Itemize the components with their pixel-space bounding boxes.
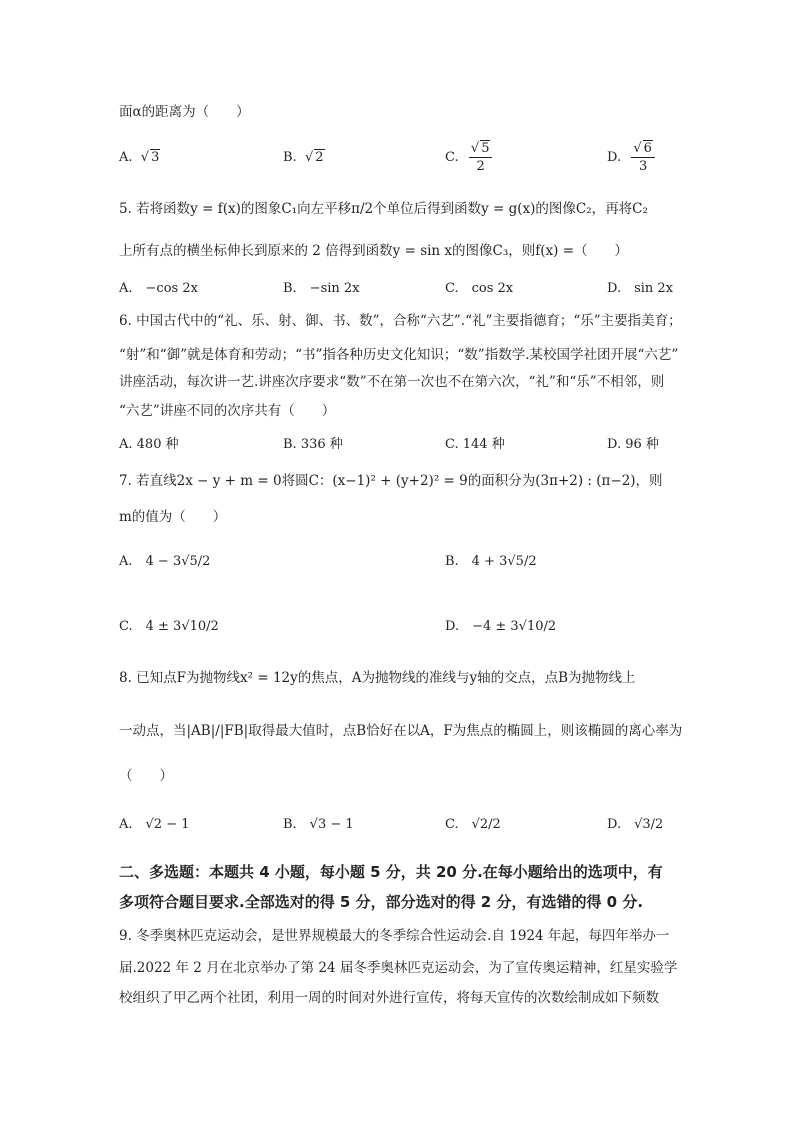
q7-option-a: A. 4 − 3√5/2 xyxy=(119,554,211,569)
q4-option-d: D. $\frac{√ 6}{3}$ xyxy=(607,140,657,175)
q8-line-3: （ ） xyxy=(119,768,173,784)
section-2-heading-line-1: 二、多选题：本题共 4 小题，每小题 5 分，共 20 分.在每小题给出的选项中，有 xyxy=(119,863,663,881)
q8-option-c: C. √2/2 xyxy=(445,817,501,832)
q4-option-b: B. √ 2 xyxy=(283,150,324,165)
q6-option-b: B. 336 种 xyxy=(283,437,343,452)
section-2-heading-line-2: 多项符合题目要求.全部选对的得 5 分，部分选对的得 2 分，有选错的得 0 分. xyxy=(119,893,644,911)
q5-option-a: A. −cos 2x xyxy=(119,281,198,296)
q4-stem-tail: 面α的距离为（ ） xyxy=(119,104,250,120)
q8-line-1: 8. 已知点F为抛物线x² = 12y的焦点，A为抛物线的准线与y轴的交点，点B为抛物线上 xyxy=(119,670,636,686)
q6-line-4: “六艺”讲座不同的次序共有（ ） xyxy=(119,403,336,419)
q8-option-b: B. √3 − 1 xyxy=(283,817,354,832)
q5-option-d: D. sin 2x xyxy=(607,281,674,296)
q5-line-2: 上所有点的横坐标伸长到原来的 2 倍得到函数y = sin x的图像C₃，则f(x) =（ ） xyxy=(119,243,629,259)
q9-line-3: 校组织了甲乙两个社团，利用一周的时间对外进行宣传，将每天宣传的次数绘制成如下频数 xyxy=(119,990,659,1006)
q6-line-1: 6. 中国古代中的“礼、乐、射、御、书、数”，合称“六艺”.“礼”主要指德育；“乐”主要指美育； xyxy=(119,313,682,329)
q8-option-d: D. √3/2 xyxy=(607,817,664,832)
q7-option-d: D. −4 ± 3√10/2 xyxy=(445,619,557,634)
q4-option-c: C. $\frac{√ 5}{2}$ xyxy=(445,140,494,175)
q6-option-c: C. 144 种 xyxy=(445,437,505,452)
q9-line-2: 届.2022 年 2 月在北京举办了第 24 届冬季奥林匹克运动会，为了宣传奥运精神，红星实验学 xyxy=(119,960,678,976)
q5-option-b: B. −sin 2x xyxy=(283,281,360,296)
q8-line-2: 一动点，当|AB|/|FB|取得最大值时，点B恰好在以A，F为焦点的椭圆上，则该椭圆的离心率为 xyxy=(119,723,683,739)
q6-option-a: A. 480 种 xyxy=(119,437,179,452)
q6-line-2: “射”和“御”就是体育和劳动；“书”指各种历史文化知识；“数”指数学.某校国学社团开展“六艺” xyxy=(119,347,679,363)
q6-option-d: D. 96 种 xyxy=(607,437,659,452)
q8-option-a: A. √2 − 1 xyxy=(119,817,190,832)
q7-line-1: 7. 若直线2x − y + m = 0将圆C：(x−1)² + (y+2)² = 9的面积分为(3π+2) : (π−2)，则 xyxy=(119,473,663,489)
q7-option-b: B. 4 + 3√5/2 xyxy=(445,554,537,569)
q9-line-1: 9. 冬季奥林匹克运动会，是世界规模最大的冬季综合性运动会.自 1924 年起，每四年举办一 xyxy=(119,928,670,944)
q7-option-c: C. 4 ± 3√10/2 xyxy=(119,619,219,634)
q4-option-a: A. √ 3 xyxy=(119,150,160,165)
q5-line-1: 5. 若将函数y = f(x)的图象C₁向左平移π/2个单位后得到函数y = g(x)的图像C₂，再将C₂ xyxy=(119,201,648,217)
q7-line-2: m的值为（ ） xyxy=(119,509,227,525)
q5-option-c: C. cos 2x xyxy=(445,281,514,296)
q6-line-3: 讲座活动，每次讲一艺.讲座次序要求“数”不在第一次也不在第六次，“礼”和“乐”不相邻，则 xyxy=(119,374,665,390)
